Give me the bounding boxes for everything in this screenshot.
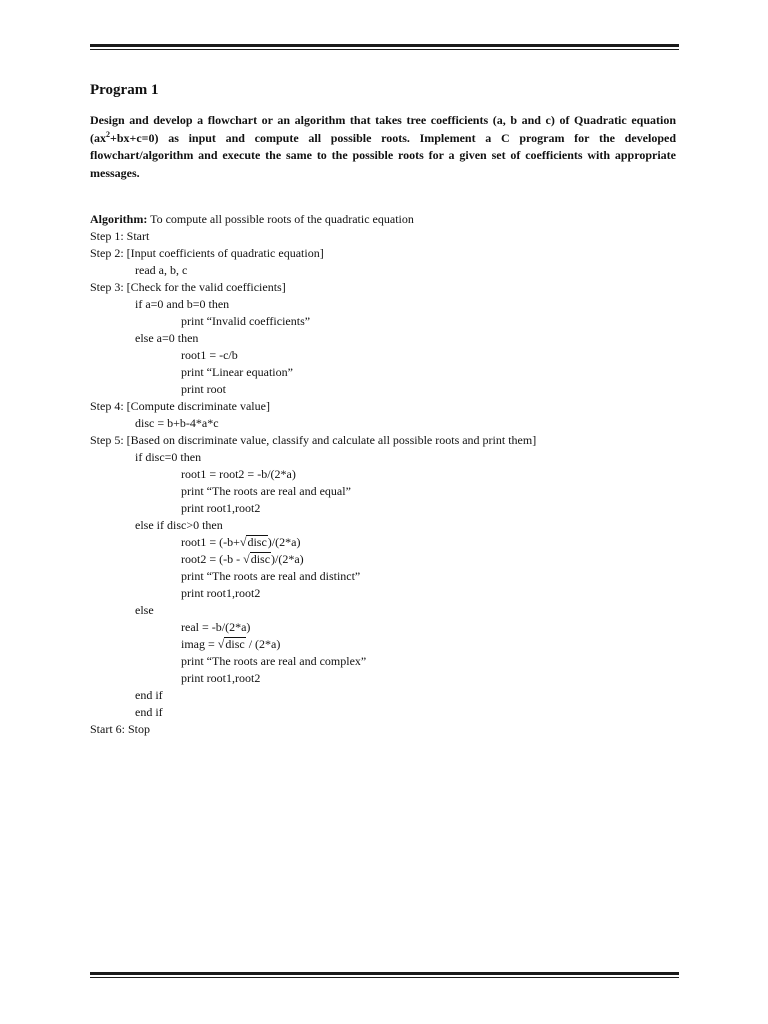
root1-linear-line: root1 = -c/b [181,348,238,362]
print-invalid-line: print “Invalid coefficients” [181,314,311,328]
root1-prefix: root1 = (-b+ [181,535,240,549]
step-1: Step 1: Start [90,229,150,243]
imag-part-line [90,636,536,653]
root-equal-line: root1 = root2 = -b/(2*a) [181,467,296,481]
algorithm-label: Algorithm: [90,212,148,226]
imag-prefix: imag = [181,637,218,651]
root1-distinct-line [90,534,536,551]
problem-statement [90,112,676,182]
step-5: Step 5: [Based on discriminate value, classify and calculate all possible roots and print them] [90,433,537,447]
read-line: read a, b, c [135,263,188,277]
step-2: Step 2: [Input coefficients of quadratic equation] [90,246,324,260]
end-if-line-1: end if [135,688,163,702]
step-6: Start 6: Stop [90,722,151,736]
if-disc-zero-line: if disc=0 then [135,450,202,464]
real-part-line: real = -b/(2*a) [181,620,251,634]
print-root-line: print root [181,382,226,396]
program-title: Program 1 [90,82,159,98]
root2-distinct-line [90,551,536,568]
problem-text-part2: +bx+c=0) as input and compute all possible roots. Implement a C program for the developed flowchart/algorithm and execute the same to the possible roots for a given set of coefficients with appropriate messages. [90,130,676,180]
sqrt-radicand: disc [247,535,267,549]
print-roots-line-b: print root1,root2 [181,586,261,600]
root2-prefix: root2 = (-b - [181,552,244,566]
header-rule [90,44,679,50]
algorithm-description: To compute all possible roots of the quadratic equation [147,212,414,226]
step-4: Step 4: [Compute discriminate value] [90,399,270,413]
footer-rule [90,972,679,978]
algorithm-block [90,211,536,738]
print-roots-line-c: print root1,root2 [181,671,261,685]
else-line: else [135,603,154,617]
if-invalid-line: if a=0 and b=0 then [135,297,230,311]
print-complex-line: print “The roots are real and complex” [181,654,367,668]
root1-suffix: )/(2*a) [267,535,301,549]
print-equal-line: print “The roots are real and equal” [181,484,351,498]
sqrt-radicand: disc [250,552,271,566]
exponent: 2 [106,129,110,139]
print-distinct-line: print “The roots are real and distinct” [181,569,361,583]
else-linear-line: else a=0 then [135,331,199,345]
print-roots-line-a: print root1,root2 [181,501,261,515]
disc-line: disc = b+b-4*a*c [135,416,219,430]
step-3: Step 3: [Check for the valid coefficients] [90,280,286,294]
problem-text-part1: Design and develop a flowchart or an algorithm that takes tree coefficients (a, b and c) of Quadratic equation (ax [90,113,676,145]
sqrt-symbol: √disc [243,552,271,566]
end-if-line-2: end if [135,705,163,719]
sqrt-radicand: disc [225,637,245,651]
imag-suffix: / (2*a) [245,637,281,651]
algorithm-heading [90,211,536,228]
sqrt-symbol: √disc [217,637,245,651]
else-if-disc-positive-line: else if disc>0 then [135,518,223,532]
root2-suffix: )/(2*a) [271,552,304,566]
print-linear-line: print “Linear equation” [181,365,293,379]
sqrt-symbol: √disc [239,535,267,549]
